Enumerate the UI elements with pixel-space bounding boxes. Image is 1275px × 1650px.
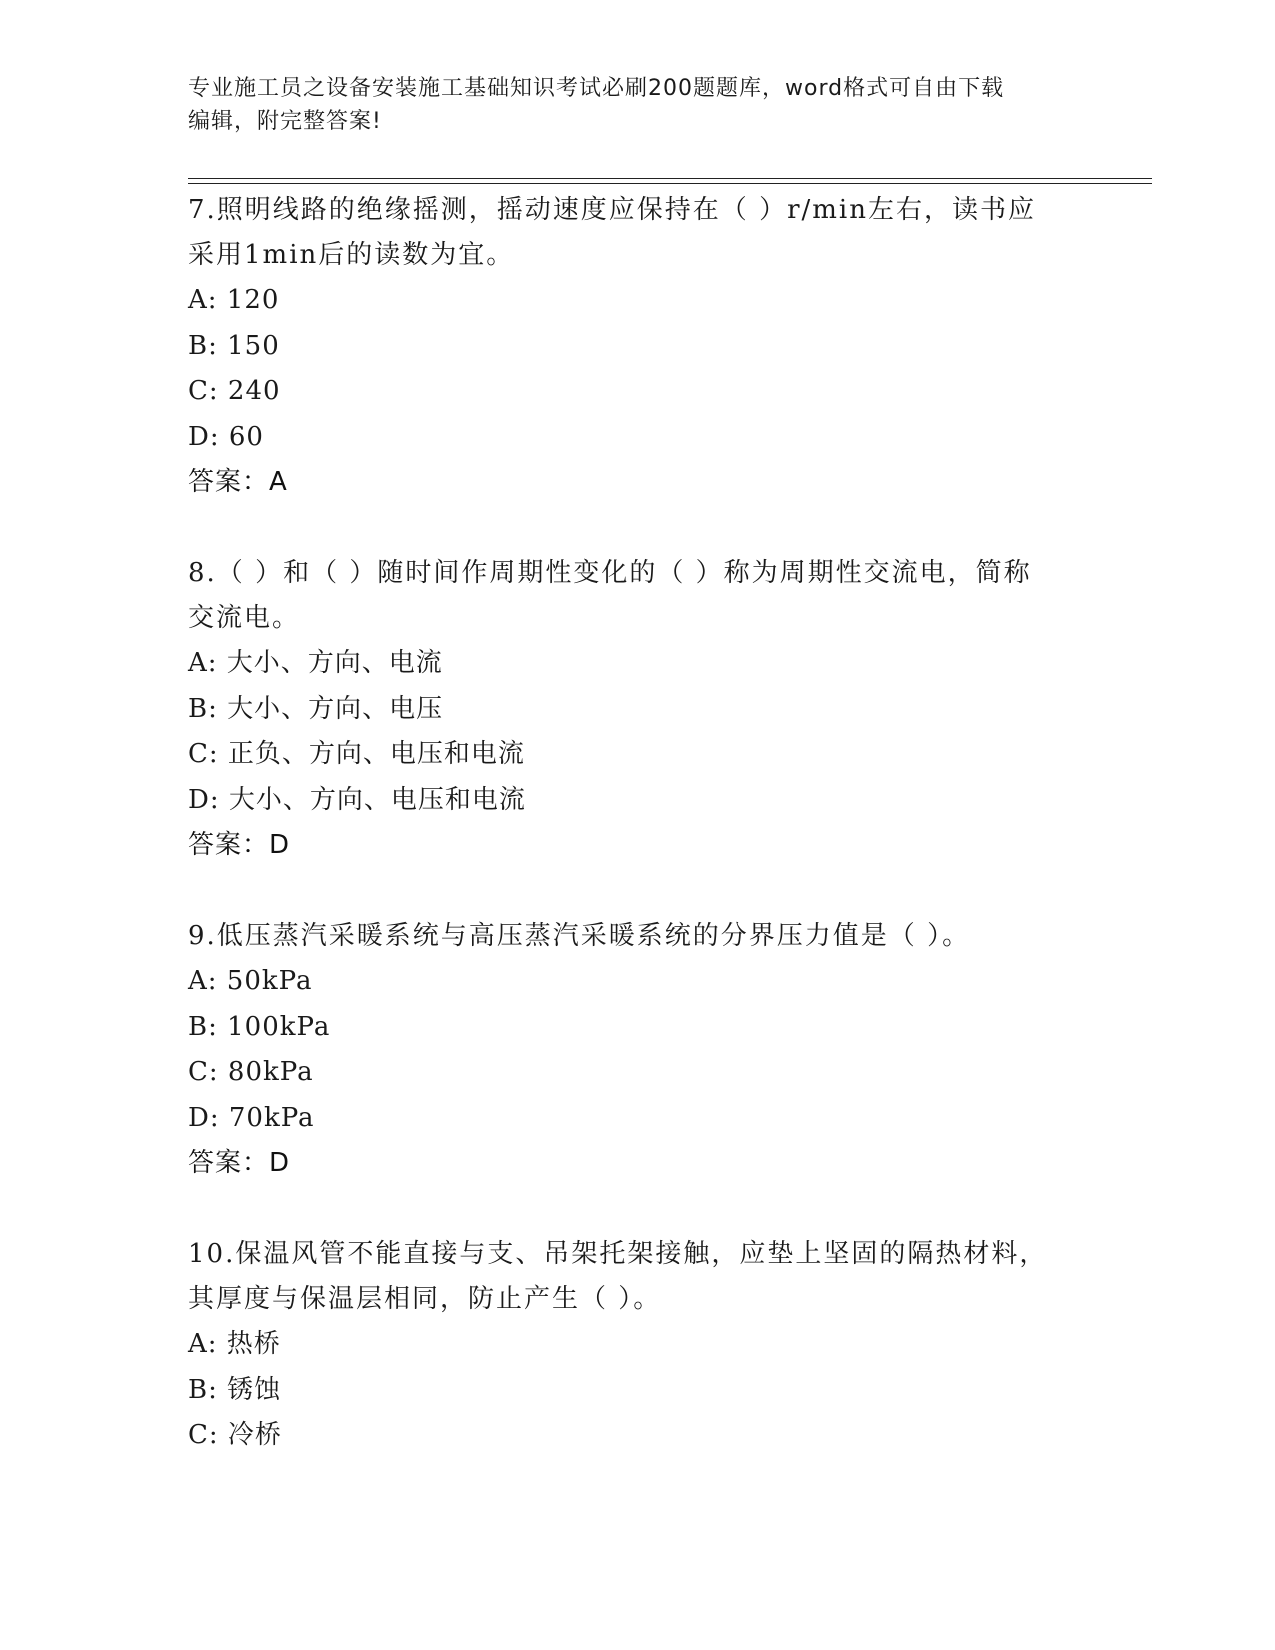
- header-title-line-1: 专业施工员之设备安装施工基础知识考试必刷200题题库，word格式可自由下载: [188, 76, 1005, 101]
- option-d: D: 60: [188, 421, 264, 452]
- option-b: B: 锈蚀: [188, 1374, 282, 1405]
- answer-text: 答案：D: [188, 1148, 291, 1178]
- option-c: C: 80kPa: [188, 1057, 314, 1087]
- header-title-line-2: 编辑，附完整答案!: [188, 109, 382, 134]
- option-d: D: 大小、方向、电压和电流: [188, 784, 526, 815]
- question-8: [188, 551, 1078, 867]
- question-7: [188, 188, 1078, 504]
- option-b: B: 150: [188, 330, 280, 361]
- question-stem-line-2: 采用1min后的读数为宜。: [188, 240, 515, 270]
- option-a: A: 热桥: [188, 1329, 281, 1359]
- question-10: [188, 1232, 1078, 1459]
- option-a: A: 大小、方向、电流: [188, 648, 443, 678]
- question-9: [188, 914, 1078, 1185]
- question-stem-line-1: 7.照明线路的绝缘摇测，摇动速度应保持在（ ）r/min左右，读书应: [188, 195, 1036, 225]
- option-b: B: 大小、方向、电压: [188, 693, 444, 724]
- option-a: A: 120: [188, 285, 280, 315]
- question-stem-line-2: 其厚度与保温层相同，防止产生（ ）。: [188, 1284, 662, 1314]
- question-stem-line-1: 9.低压蒸汽采暖系统与高压蒸汽采暖系统的分界压力值是（ ）。: [188, 921, 971, 951]
- answer-text: 答案：A: [188, 467, 288, 497]
- option-b: B: 100kPa: [188, 1011, 331, 1042]
- option-a: A: 50kPa: [188, 966, 313, 996]
- document-header: [188, 72, 1068, 138]
- question-stem-line-1: 8.（ ）和（ ）随时间作周期性变化的（ ）称为周期性交流电，简称: [188, 558, 1032, 588]
- question-stem-line-1: 10.保温风管不能直接与支、吊架托架接触，应垫上坚固的隔热材料，: [188, 1239, 1048, 1269]
- option-c: C: 正负、方向、电压和电流: [188, 739, 525, 769]
- header-divider-top: [188, 178, 1152, 179]
- option-d: D: 70kPa: [188, 1102, 315, 1133]
- question-stem-line-2: 交流电。: [188, 603, 301, 633]
- answer-text: 答案：D: [188, 830, 291, 860]
- option-c: C: 240: [188, 376, 281, 406]
- header-divider-bottom: [188, 183, 1152, 184]
- option-c: C: 冷桥: [188, 1420, 282, 1450]
